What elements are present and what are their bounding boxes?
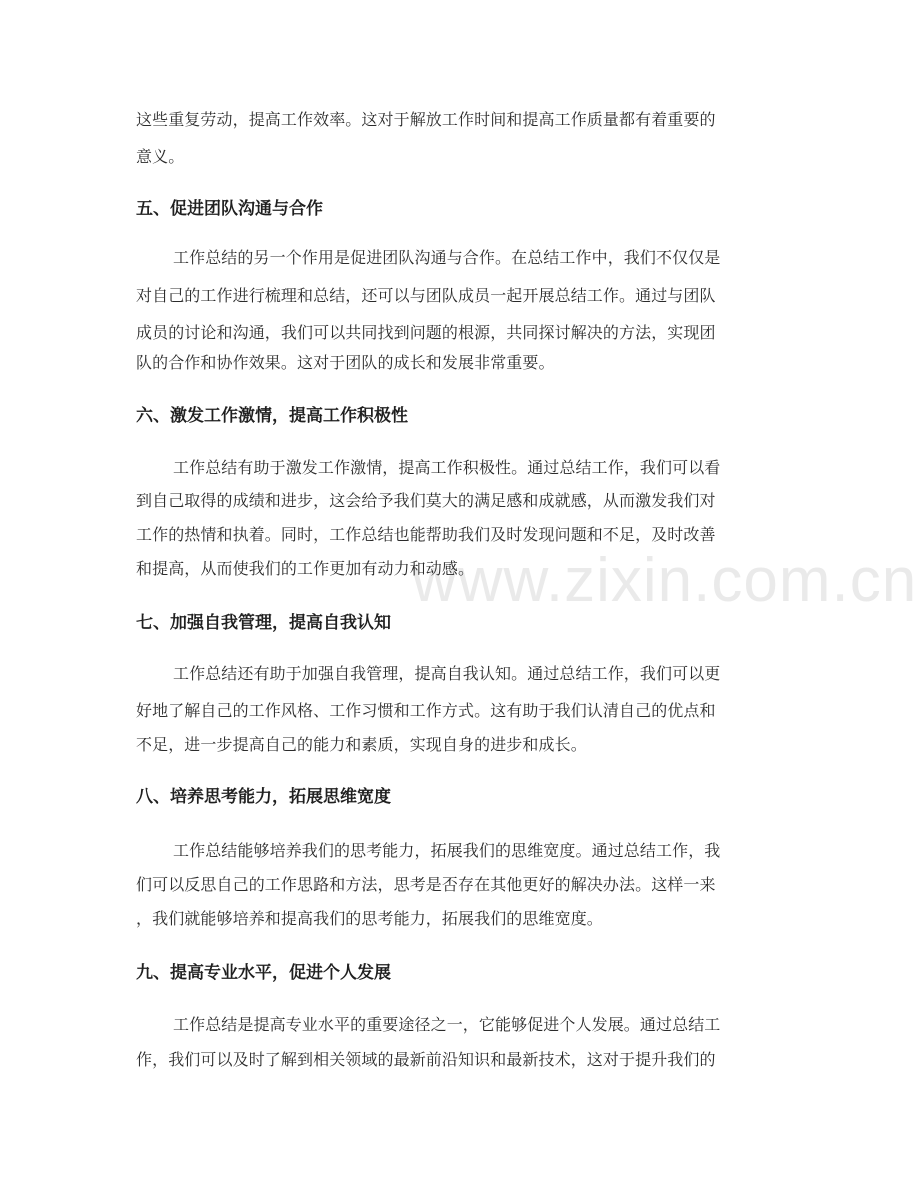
paragraph-line: 工作的热情和执着。同时，工作总结也能帮助我们及时发现问题和不足，及时改善 xyxy=(136,525,716,544)
paragraph-line: 这些重复劳动，提高工作效率。这对于解放工作时间和提高工作质量都有着重要的 xyxy=(136,110,716,129)
paragraph-line: 成员的讨论和沟通，我们可以共同找到问题的根源，共同探讨解决的方法，实现团 xyxy=(136,323,716,342)
section-heading: 七、加强自我管理，提高自我认知 xyxy=(136,613,391,633)
watermark: www.zixin.com.cn xyxy=(412,546,918,615)
paragraph-line: 工作总结的另一个作用是促进团队沟通与合作。在总结工作中，我们不仅仅是 xyxy=(173,248,721,267)
paragraph-line: 不足，进一步提高自己的能力和素质，实现自身的进步和成长。 xyxy=(136,735,587,754)
section-heading: 八、培养思考能力，拓展思维宽度 xyxy=(136,787,391,807)
section-heading: 六、激发工作激情，提高工作积极性 xyxy=(136,406,408,426)
paragraph-line: ，我们就能够培养和提高我们的思考能力，拓展我们的思维宽度。 xyxy=(136,909,603,928)
paragraph-line: 好地了解自己的工作风格、工作习惯和工作方式。这有助于我们认清自己的优点和 xyxy=(136,701,716,720)
paragraph-line: 对自己的工作进行梳理和总结，还可以与团队成员一起开展总结工作。通过与团队 xyxy=(136,286,716,305)
paragraph-line: 工作总结是提高专业水平的重要途径之一，它能够促进个人发展。通过总结工 xyxy=(173,1015,721,1034)
paragraph-line: 到自己取得的成绩和进步，这会给予我们莫大的满足感和成就感，从而激发我们对 xyxy=(136,491,716,510)
paragraph-line: 们可以反思自己的工作思路和方法，思考是否存在其他更好的解决办法。这样一来 xyxy=(136,875,716,894)
paragraph-line: 工作总结有助于激发工作激情，提高工作积极性。通过总结工作，我们可以看 xyxy=(173,458,721,477)
paragraph-line: 作，我们可以及时了解到相关领域的最新前沿知识和最新技术，这对于提升我们的 xyxy=(136,1050,716,1069)
paragraph-line: 和提高，从而使我们的工作更加有动力和动感。 xyxy=(136,559,475,578)
paragraph-line: 工作总结能够培养我们的思考能力，拓展我们的思维宽度。通过总结工作，我 xyxy=(173,841,721,860)
paragraph-line: 队的合作和协作效果。这对于团队的成长和发展非常重要。 xyxy=(136,353,555,372)
section-heading: 五、促进团队沟通与合作 xyxy=(136,199,323,219)
paragraph-line: 意义。 xyxy=(136,147,185,166)
section-heading: 九、提高专业水平，促进个人发展 xyxy=(136,963,391,983)
paragraph-line: 工作总结还有助于加强自我管理，提高自我认知。通过总结工作，我们可以更 xyxy=(173,664,721,683)
